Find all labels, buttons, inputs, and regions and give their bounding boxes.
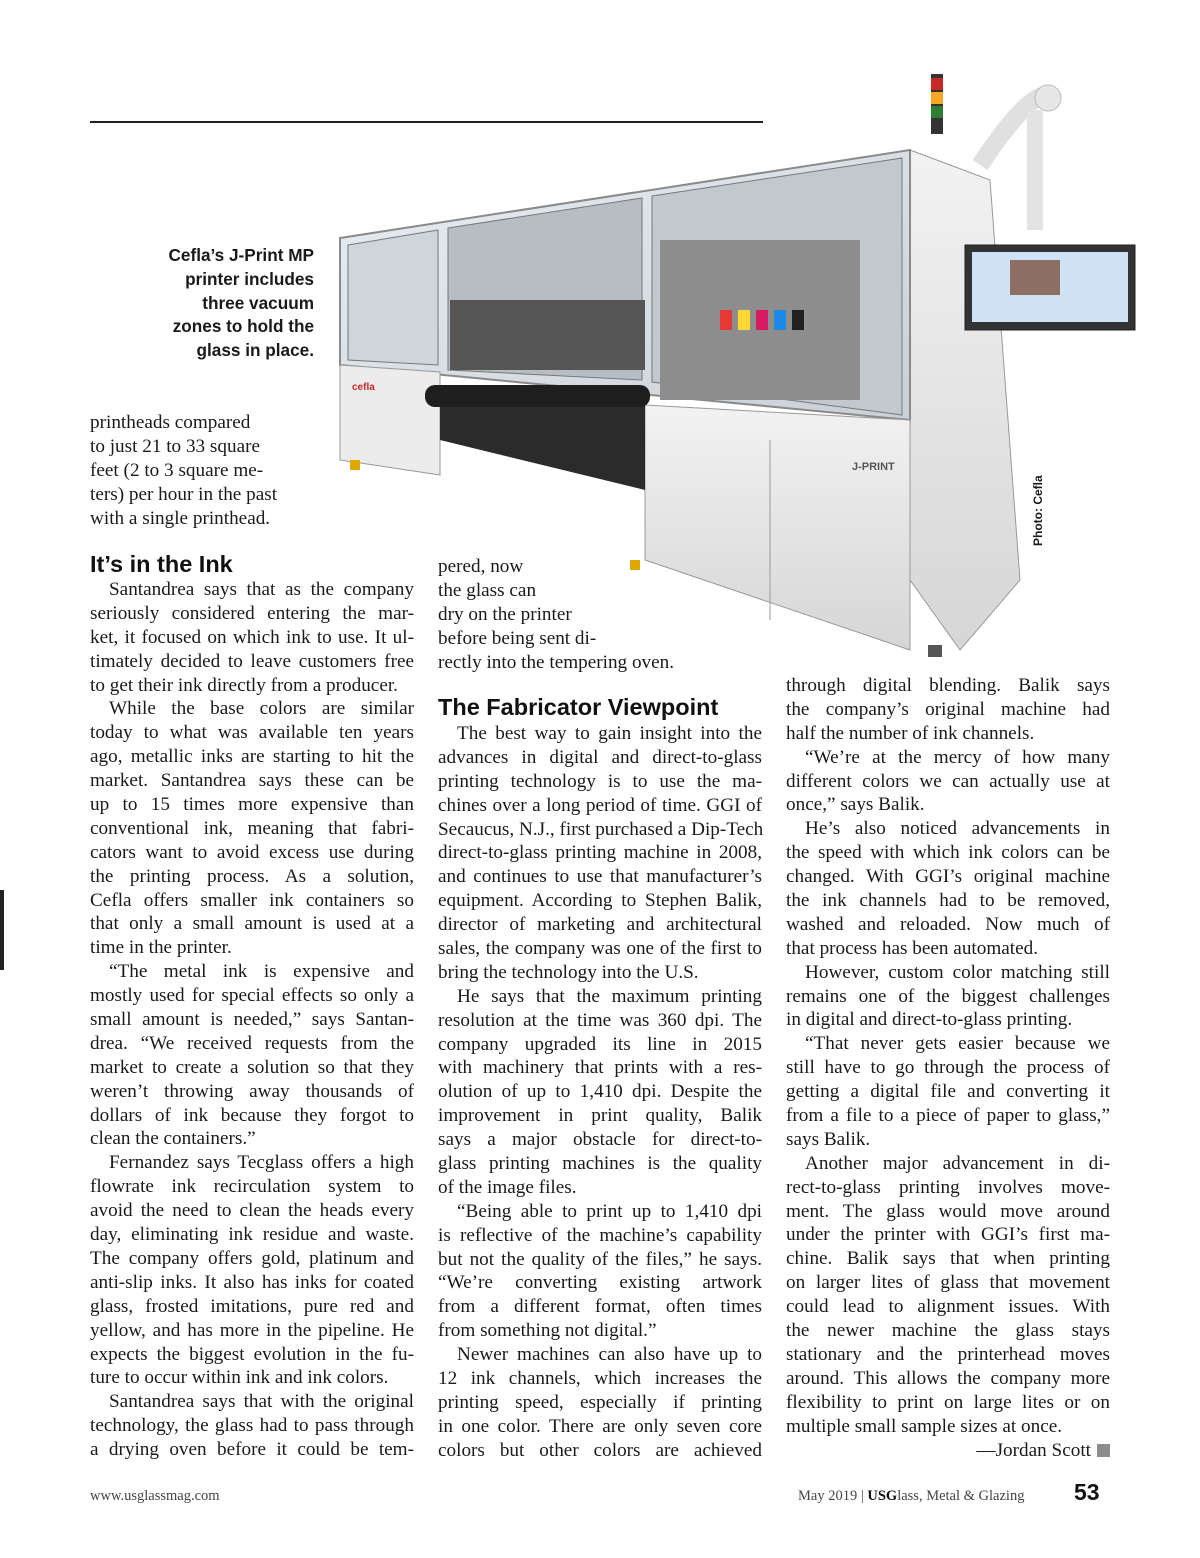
text-line: remains one of the biggest challenges	[786, 985, 1110, 1007]
text-line: seriously considered entering the mar-	[90, 602, 414, 624]
text-line: rectly into the tempering oven.	[438, 651, 675, 673]
text-line: glass printing machines is the quality	[438, 1153, 762, 1175]
text-line: the company’s original machine had	[786, 698, 1110, 720]
text-line: market. Santandrea says these can be	[90, 770, 414, 792]
text-line: time in the printer.	[90, 937, 232, 959]
text-line: ters) per hour in the past	[90, 483, 278, 505]
text-line: cators want to avoid excess use during	[90, 841, 414, 863]
text-line: that process has been automated.	[786, 937, 1039, 959]
text-line: advances in digital and direct-to-glass	[438, 746, 762, 768]
text-line: yellow, and has more in the pipeline. He	[90, 1319, 414, 1341]
text-line: colors but other colors are achieved	[438, 1439, 762, 1461]
text-line: but not the quality of the files,” he says.	[438, 1248, 762, 1270]
page-number: 53	[1074, 1479, 1100, 1505]
footer-separator: |	[860, 1488, 864, 1504]
text-line: flexibility to print on large lites or on	[786, 1391, 1110, 1413]
text-line: He says that the maximum printing	[457, 985, 762, 1007]
photo-credit: Photo: Cefla	[1031, 475, 1045, 546]
text-line: small amount is needed,” says Santan-	[90, 1009, 414, 1031]
text-line: that only a small amount is used at a	[90, 913, 414, 935]
caption-line: three vacuum	[202, 292, 314, 313]
text-line: could lead to alignment issues. With	[786, 1296, 1110, 1318]
text-line: up to 15 times more expensive than	[90, 794, 414, 816]
column-2-top	[438, 555, 762, 674]
text-line: “That never gets easier because we	[805, 1033, 1110, 1055]
text-line: and continues to use that manufacturer’s	[438, 866, 762, 888]
text-line: dry on the printer	[438, 603, 572, 625]
end-mark-icon	[1097, 1444, 1110, 1457]
text-line: with a single printhead.	[90, 507, 271, 529]
text-line: dollars of ink because they forgot to	[90, 1104, 414, 1126]
text-line: bring the technology into the U.S.	[438, 961, 699, 983]
text-line: glass, frosted imitations, pure red and	[90, 1295, 414, 1317]
text-line: rect-to-glass printing involves move-	[786, 1176, 1110, 1198]
text-line: in digital and direct-to-glass printing.	[786, 1009, 1073, 1031]
caption-line: zones to hold the	[172, 316, 314, 337]
text-line: “The metal ink is expensive and	[109, 961, 414, 983]
text-line: today to what was available ten years	[90, 722, 414, 744]
publication-name-rest: lass, Metal & Glazing	[897, 1488, 1025, 1504]
text-line: equipment. According to Stephen Balik,	[438, 890, 762, 912]
text-line: “We’re at the mercy of how many	[805, 746, 1110, 768]
text-line: drea. “We received requests from the	[90, 1032, 414, 1054]
text-line: ket, it focused on which ink to use. It ul-	[90, 626, 414, 648]
text-line: getting a digital file and converting it	[786, 1081, 1110, 1103]
text-line: Secaucus, N.J., first purchased a Dip-Tech	[438, 818, 764, 840]
text-line: feet (2 to 3 square me-	[90, 459, 264, 481]
text-line: from something not digital.”	[438, 1320, 657, 1342]
text-line: with machinery that prints with a res-	[438, 1057, 762, 1079]
text-line: 12 ink channels, which increases the	[438, 1368, 762, 1390]
text-line: chine. Balik says that when printing	[786, 1248, 1110, 1270]
text-line: a drying oven before it could be tem-	[90, 1439, 414, 1461]
text-line: anti-slip inks. It also has inks for coated	[90, 1271, 414, 1293]
issue-date: May 2019	[798, 1488, 858, 1504]
text-line: Santandrea says that with the original	[109, 1391, 414, 1413]
text-line: “Being able to print up to 1,410 dpi	[457, 1200, 762, 1222]
column-1	[90, 578, 414, 1462]
cefla-logo: cefla	[352, 382, 375, 393]
section-heading-ink: It’s in the Ink	[90, 551, 233, 577]
text-line: stationary and the printerhead moves	[786, 1343, 1110, 1365]
text-line: “We’re converting existing artwork	[438, 1272, 762, 1294]
text-line: technology, the glass had to pass through	[90, 1415, 414, 1437]
text-line: mostly used for special effects so only a	[90, 985, 414, 1007]
text-line: the speed with which ink colors can be	[786, 842, 1110, 864]
text-line: half the number of ink channels.	[786, 722, 1035, 744]
text-line: The best way to gain insight into the	[457, 723, 762, 744]
text-line: once,” says Balik.	[786, 794, 925, 816]
page-edge-mark	[0, 890, 4, 970]
footer-url: www.usglassmag.com	[90, 1488, 220, 1504]
text-line: in one color. There are only seven core	[438, 1415, 762, 1437]
byline-text: —Jordan Scott	[976, 1439, 1091, 1461]
footer-issue	[798, 1488, 1024, 1505]
text-line: ment. The glass would move around	[786, 1200, 1110, 1222]
text-line: the printing process. As a solution,	[90, 865, 414, 887]
j-print-label: J-PRINT	[852, 461, 895, 473]
text-line: still have to go through the process of	[786, 1057, 1110, 1079]
text-line: The company offers gold, platinum and	[90, 1247, 414, 1269]
text-line: sales, the company was one of the first to	[438, 938, 762, 960]
caption-line: Cefla’s J-Print MP	[168, 245, 314, 265]
text-line: expects the biggest evolution in the fu-	[90, 1343, 414, 1365]
text-line: printing technology is to use the ma-	[438, 770, 762, 792]
text-line: multiple small sample sizes at once.	[786, 1415, 1063, 1437]
text-line: of the image files.	[438, 1176, 577, 1198]
publication-name-bold: USG	[867, 1488, 898, 1504]
text-line: from a file to a piece of paper to glass,”	[786, 1105, 1110, 1127]
text-line: Another major advancement in di-	[805, 1152, 1110, 1174]
text-line: resolution at the time was 360 dpi. The	[438, 1009, 762, 1031]
text-line: director of marketing and architectural	[438, 914, 762, 936]
text-line: Newer machines can also have up to	[457, 1344, 762, 1366]
text-line: However, custom color matching still	[805, 961, 1110, 983]
text-line: ago, metallic inks are starting to hit the	[90, 746, 414, 768]
text-line: under the printer with GGI’s first ma-	[786, 1224, 1110, 1246]
column-2	[438, 722, 762, 1463]
text-line: is reflective of the machine’s capability	[438, 1224, 762, 1246]
text-line: the glass can	[438, 579, 537, 601]
text-line: Cefla offers smaller ink containers so	[90, 889, 414, 911]
text-line: before being sent di-	[438, 627, 597, 649]
text-line: through digital blending. Balik says	[786, 675, 1110, 696]
text-line: to just 21 to 33 square	[90, 435, 261, 457]
caption-line: printer includes	[185, 268, 314, 289]
text-line: pered, now	[438, 556, 524, 577]
text-line: flowrate ink recirculation system to	[90, 1176, 414, 1198]
text-line: says a major obstacle for direct-to-	[438, 1129, 762, 1151]
text-line: printing speed, especially if printing	[438, 1391, 762, 1413]
text-line: around. This allows the company more	[786, 1367, 1110, 1389]
intro-text	[90, 411, 330, 530]
text-line: market to create a solution so that they	[90, 1056, 414, 1078]
text-line: timately decided to leave customers free	[90, 650, 414, 672]
text-line: from a different format, often times	[438, 1296, 762, 1318]
text-line: He’s also noticed advancements in	[805, 818, 1110, 840]
text-line: washed and reloaded. Now much of	[786, 913, 1110, 935]
text-line: Santandrea says that as the company	[109, 579, 414, 600]
text-line: on larger lites of glass that movement	[786, 1272, 1110, 1294]
text-line: the newer machine the glass stays	[786, 1320, 1110, 1342]
text-line: avoid the need to clean the heads every	[90, 1200, 414, 1222]
text-line: printheads compared	[90, 412, 251, 433]
column-3	[786, 674, 1110, 1462]
text-line: clean the containers.”	[90, 1128, 256, 1150]
caption-line: glass in place.	[196, 340, 314, 361]
text-line: improvement in print quality, Balik	[438, 1105, 762, 1127]
text-line: company upgraded its line in 2015	[438, 1033, 762, 1055]
text-line: the ink channels had to be removed,	[786, 890, 1110, 912]
section-heading-fabricator: The Fabricator Viewpoint	[438, 694, 719, 720]
text-line: to get their ink directly from a producer.	[90, 674, 398, 696]
text-line: olution of up to 1,410 dpi. Despite the	[438, 1081, 762, 1103]
text-line: weren’t throwing away thousands of	[90, 1080, 414, 1102]
text-line: changed. With GGI’s original machine	[786, 866, 1110, 888]
text-line: ture to occur within ink and ink colors.	[90, 1367, 389, 1389]
text-line: day, eliminating ink residue and waste.	[90, 1224, 414, 1246]
photo-caption	[118, 244, 314, 363]
text-line: chines over a long period of time. GGI of	[438, 794, 762, 816]
text-line: While the base colors are similar	[109, 698, 414, 720]
text-line: Fernandez says Tecglass offers a high	[109, 1152, 414, 1174]
text-line: direct-to-glass printing machine in 2008,	[438, 842, 762, 864]
byline	[786, 1439, 1110, 1463]
text-line: different colors we can actually use at	[786, 770, 1110, 792]
text-line: conventional ink, meaning that fabri-	[90, 817, 414, 839]
text-line: says Balik.	[786, 1128, 871, 1150]
